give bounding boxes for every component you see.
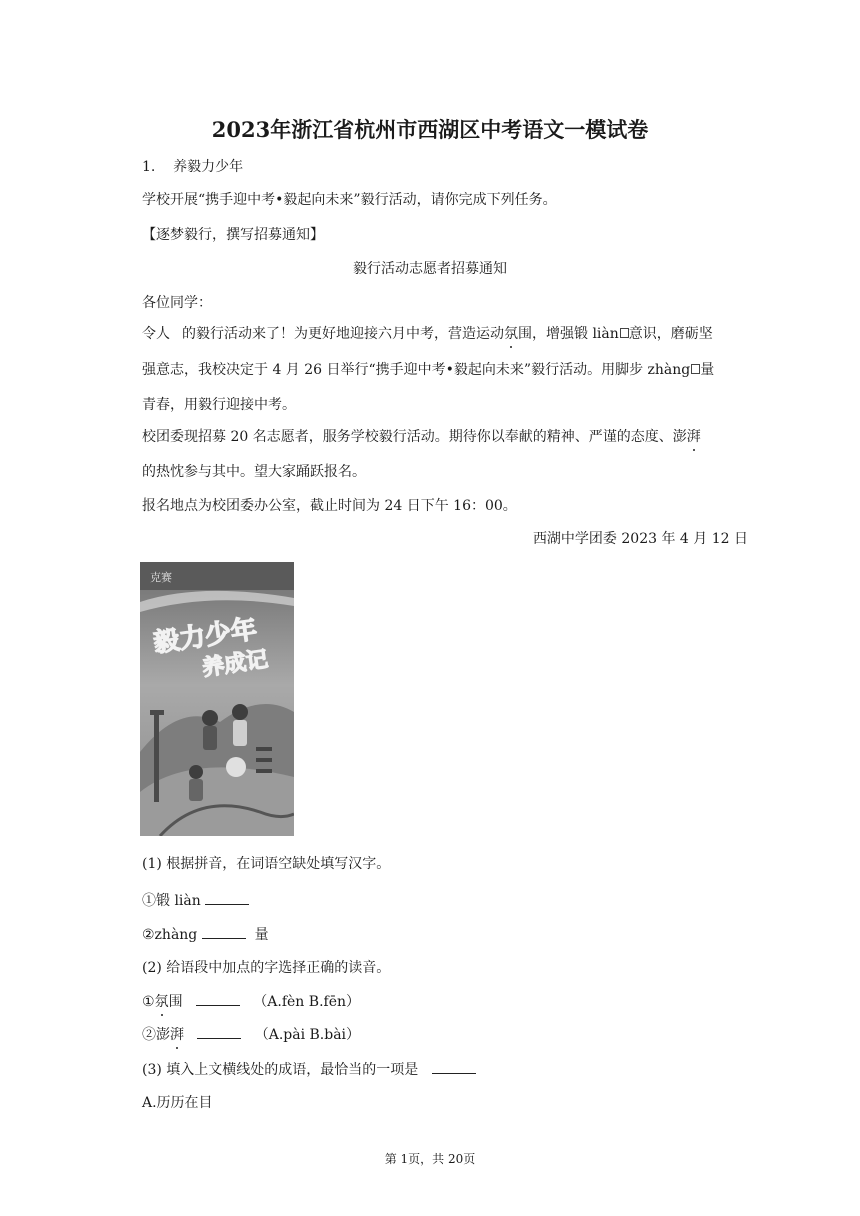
sub-question-2-item-1: [142, 991, 360, 1011]
answer-blank[interactable]: [205, 890, 249, 905]
question-topic: 养毅力少年: [173, 159, 244, 175]
question-1-heading: [142, 158, 243, 176]
notice-paragraph-line-6: 报名地点为校团委办公室，截止时间为 24 日下午 16：00。: [142, 498, 517, 514]
text-segment: ②zhàng: [142, 927, 198, 943]
question-number: 1.: [142, 159, 156, 175]
page-footer: 第 1页，共 20页: [384, 1152, 476, 1166]
intro-text: 学校开展“携手迎中考•毅起向未来”毅行活动，请你完成下列任务。: [142, 192, 557, 208]
cover-title-line-2: 养成记: [200, 647, 270, 682]
text-segment: 令人: [142, 326, 170, 342]
text-segment: 围，增强锻 liàn: [518, 326, 619, 342]
notice-title: 毅行活动志愿者招募通知: [353, 261, 507, 277]
sub-question-2-item-2: [142, 1024, 360, 1044]
options-text: （A.fèn B.fēn）: [253, 994, 360, 1010]
book-cover-image: [140, 562, 294, 836]
options-text: （A.pài B.bài）: [254, 1027, 361, 1043]
sub-question-1-item-1: [142, 890, 249, 910]
notice-paragraph-line-1: [142, 325, 713, 343]
answer-blank[interactable]: [196, 991, 240, 1006]
text-segment: 意识，磨砺坚: [628, 326, 713, 342]
answer-blank[interactable]: [432, 1059, 476, 1074]
dotted-char: 湃: [686, 429, 701, 445]
missing-char-box: [691, 364, 700, 374]
cover-corner-mark: 克赛: [150, 571, 172, 584]
dotted-char: 湃: [170, 1027, 184, 1043]
text-segment: (3) 填入上文横线处的成语，最恰当的一项是: [142, 1062, 419, 1078]
text-segment: 强意志，我校决定于 4 月 26 日举行“携手迎中考•毅起向未来”毅行活动。用脚步 zhàng: [142, 362, 691, 378]
sub-question-3-label: [142, 1059, 476, 1079]
answer-blank[interactable]: [202, 924, 246, 939]
sub-question-2-label: (2) 给语段中加点的字选择正确的读音。: [142, 960, 391, 976]
notice-signature: 西湖中学团委 2023 年 4 月 12 日: [532, 531, 748, 547]
sub-question-1-item-2: [142, 924, 269, 944]
text-segment: ①锻 liàn: [142, 893, 201, 909]
dotted-char: 氛: [154, 994, 169, 1010]
text-segment: ②澎: [142, 1027, 170, 1043]
text-segment: 围: [168, 994, 183, 1010]
notice-paragraph-line-3: 青春，用毅行迎接中考。: [142, 397, 296, 413]
dotted-char: 氛: [504, 326, 518, 342]
missing-char-box: [620, 328, 629, 338]
text-segment: 的毅行活动来了！为更好地迎接六月中考，营造运动: [182, 326, 504, 342]
notice-paragraph-line-2: [142, 361, 714, 379]
text-segment: 校团委现招募 20 名志愿者，服务学校毅行活动。期待你以奉献的精神、严谨的态度、澎: [142, 429, 687, 445]
section-heading: 【逐梦毅行，撰写招募通知】: [142, 227, 324, 243]
text-segment: 量: [254, 927, 269, 943]
text-segment: ①: [142, 994, 155, 1010]
answer-blank[interactable]: [197, 1024, 241, 1039]
notice-paragraph-line-4: [142, 428, 701, 446]
exam-title: 2023年浙江省杭州市西湖区中考语文一模试卷: [211, 117, 649, 142]
notice-greeting: 各位同学：: [142, 295, 212, 311]
sub-question-1-label: (1) 根据拼音，在词语空缺处填写汉字。: [142, 856, 391, 872]
text-segment: 量: [700, 362, 715, 378]
option-a: A.历历在目: [142, 1095, 213, 1111]
notice-paragraph-line-5: 的热忱参与其中。望大家踊跃报名。: [142, 464, 366, 480]
cover-title-line-1: 毅力少年: [151, 614, 259, 659]
